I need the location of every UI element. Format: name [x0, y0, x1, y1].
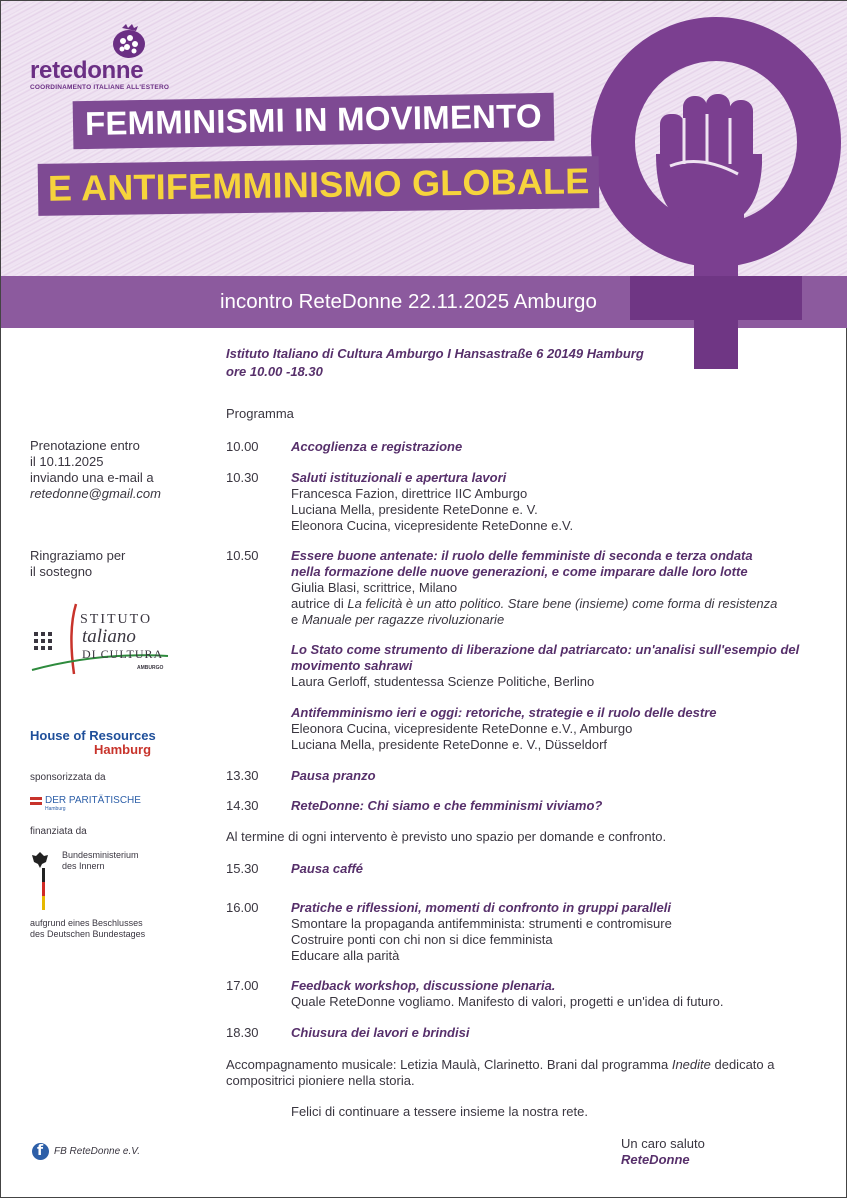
facebook-f-glyph: f	[37, 1143, 44, 1159]
paritaetische-icon	[30, 796, 42, 806]
item-feedback: Feedback workshop, discussione plenaria.	[291, 978, 556, 993]
bmi-line-1: Bundesministerium	[62, 850, 139, 860]
antifemminismo-speaker-2: Luciana Mella, presidente ReteDonne e. V., Düsseldorf	[291, 737, 608, 752]
title-line-1: FEMMINISMI IN MOVIMENTO	[73, 93, 555, 149]
item-chi-siamo: ReteDonne: Chi siamo e che femminismi viviamo?	[291, 798, 603, 813]
item-accoglienza: Accoglienza e registrazione	[291, 439, 463, 454]
logo-text: retedonne	[30, 57, 144, 84]
book-title-2: Manuale per ragazze rivoluzionarie	[301, 612, 505, 627]
stato-speaker: Laura Gerloff, studentessa Scienze Politiche, Berlino	[291, 674, 595, 689]
bundestag-line-1: aufgrund eines Beschlusses	[30, 918, 143, 928]
time-1530: 15.30	[226, 861, 259, 876]
pratiche-group-3: Educare alla parità	[291, 948, 400, 963]
iic-logo-city: AMBURGO	[137, 665, 164, 671]
item-pratiche: Pratiche e riflessioni, momenti di confronto in gruppi paralleli	[291, 900, 671, 915]
booking-email[interactable]: retedonne@gmail.com	[30, 486, 161, 501]
item-chiusura: Chiusura dei lavori e brindisi	[291, 1025, 470, 1040]
programma-label: Programma	[226, 406, 294, 421]
item-stato-line-1: Lo Stato come strumento di liberazione dal patriarcato: un'analisi sull'esempio del	[291, 642, 800, 657]
time-1830: 18.30	[226, 1025, 259, 1040]
greeting-line-1: Un caro saluto	[621, 1136, 705, 1151]
pratiche-group-2: Costruire ponti con chi non si dice femminista	[291, 932, 553, 947]
music-program: Inedite	[671, 1057, 711, 1072]
antifemminismo-speaker-1: Eleonora Cucina, vicepresidente ReteDonne e.V., Amburgo	[291, 721, 633, 736]
time-1030: 10.30	[226, 470, 259, 485]
music-line-1	[226, 1057, 774, 1073]
thanks-line-1: Ringraziamo per	[30, 548, 126, 563]
book-joiner: e	[291, 612, 302, 627]
paritaetische-city: Hamburg	[45, 806, 66, 812]
antenate-book-line-1	[291, 596, 777, 612]
venue-address: Istituto Italiano di Cultura Amburgo I Hansastraße 6 20149 Hamburg	[226, 346, 644, 361]
thanks-line-2: il sostegno	[30, 564, 93, 579]
item-pausa-caffe: Pausa caffé	[291, 861, 364, 876]
iic-logo-line-1: STITUTO	[80, 612, 153, 627]
event-date-location: incontro ReteDonne 22.11.2025 Amburgo	[220, 290, 597, 313]
time-1330: 13.30	[226, 768, 259, 783]
booking-line-2: il 10.11.2025	[30, 454, 104, 469]
music-prefix: Accompagnamento musicale: Letizia Maulà, Clarinetto. Brani dal programma	[226, 1057, 672, 1072]
funded-label: finanziata da	[30, 826, 87, 837]
music-line-2: compositrici pioniere nella storia.	[226, 1073, 415, 1088]
saluti-speaker-2: Luciana Mella, presidente ReteDonne e. V.	[291, 502, 538, 517]
saluti-speaker-1: Francesca Fazion, direttrice IIC Amburgo	[291, 486, 528, 501]
title-line-2: E ANTIFEMMINISMO GLOBALE	[38, 156, 600, 216]
federal-eagle-icon	[30, 850, 50, 912]
booking-line-3: inviando una e-mail a	[30, 470, 154, 485]
pomegranate-icon	[108, 24, 150, 60]
closing-message: Felici di continuare a tessere insieme la nostra rete.	[291, 1104, 588, 1119]
feedback-description: Quale ReteDonne vogliamo. Manifesto di valori, progetti e un'idea di futuro.	[291, 994, 724, 1009]
time-1050: 10.50	[226, 548, 259, 563]
item-stato-line-2: movimento sahrawi	[291, 658, 413, 673]
greeting-signature: ReteDonne	[621, 1152, 690, 1167]
venue-hours: ore 10.00 -18.30	[226, 364, 323, 379]
saluti-speaker-3: Eleonora Cucina, vicepresidente ReteDonne e.V.	[291, 518, 574, 533]
hor-logo-line-1: House of Resources	[30, 728, 156, 743]
paritaetische-name: DER PARITÄTISCHE	[45, 795, 141, 806]
facebook-link[interactable]: FB ReteDonne e.V.	[54, 1146, 140, 1157]
bmi-line-2: des Innern	[62, 861, 105, 871]
book-prefix: autrice di	[291, 596, 348, 611]
pratiche-group-1: Smontare la propaganda antifemminista: strumenti e contromisure	[291, 916, 672, 931]
time-1600: 16.00	[226, 900, 259, 915]
music-suffix: dedicato a	[710, 1057, 775, 1072]
antenate-speaker: Giulia Blasi, scrittrice, Milano	[291, 580, 458, 595]
iic-logo-line-2: taliano	[82, 626, 136, 647]
bundestag-line-2: des Deutschen Bundestages	[30, 929, 146, 939]
logo-subtitle: COORDINAMENTO ITALIANE ALL'ESTERO	[30, 84, 170, 91]
iic-logo-line-3: DI CULTURA	[82, 647, 164, 661]
book-title: La felicità è un atto politico. Stare bene (insieme) come forma di resistenza	[347, 596, 778, 611]
antenate-book-line-2	[291, 612, 504, 628]
item-saluti: Saluti istituzionali e apertura lavori	[291, 470, 507, 485]
time-1000: 10.00	[226, 439, 259, 454]
time-1430: 14.30	[226, 798, 259, 813]
item-antifemminismo: Antifemminismo ieri e oggi: retoriche, strategie e il ruolo delle destre	[291, 705, 717, 720]
booking-line-1: Prenotazione entro	[30, 438, 140, 453]
hor-logo-line-2: Hamburg	[94, 742, 152, 757]
item-antenate-line-2: nella formazione delle nuove generazioni, e come imparare dalle loro lotte	[291, 564, 748, 579]
item-antenate-line-1: Essere buone antenate: il ruolo delle femministe di seconda e terza ondata	[291, 548, 753, 563]
time-1700: 17.00	[226, 978, 259, 993]
item-pausa-pranzo: Pausa pranzo	[291, 768, 376, 783]
sponsored-label: sponsorizzata da	[30, 772, 106, 783]
qa-note: Al termine di ogni intervento è previsto uno spazio per domande e confronto.	[226, 829, 667, 844]
